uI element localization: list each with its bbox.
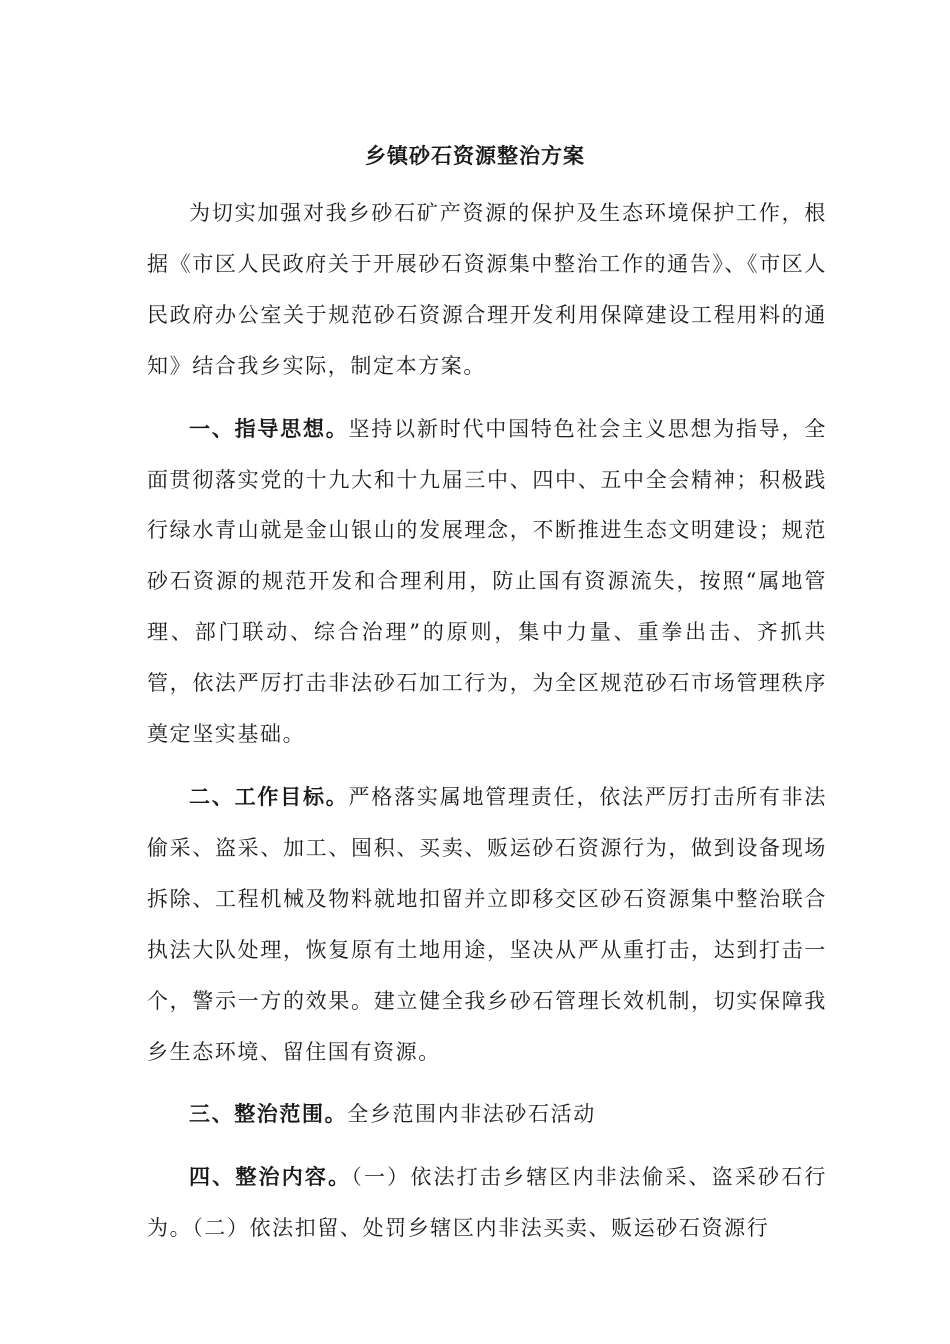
paragraph-work-goals bbox=[147, 772, 827, 1077]
paragraph-content bbox=[147, 1152, 827, 1254]
paragraph-scope bbox=[147, 1089, 827, 1140]
paragraph-heading: 一、指导思想。 bbox=[189, 415, 349, 441]
paragraph-text: （一）依法打击乡辖区内非法偷采、盗采砂石行为。（二）依法扣留、处罚乡辖区内非法买卖、贩运砂石资源行 bbox=[147, 1165, 827, 1241]
document-body bbox=[147, 188, 827, 1266]
paragraph-text: 全乡范围内非法砂石活动 bbox=[347, 1102, 596, 1127]
paragraph-text: 为切实加强对我乡砂石矿产资源的保护及生态环境保护工作，根据《市区人民政府关于开展砂石资源集中整治工作的通告》、《市区人民政府办公室关于规范砂石资源合理开发利用保障建设工程用料的通知》结合我乡实际，制定本方案。 bbox=[147, 201, 827, 378]
document-title: 乡镇砂石资源整治方案 bbox=[365, 143, 585, 168]
paragraph-heading: 二、工作目标。 bbox=[189, 783, 349, 809]
paragraph-intro bbox=[147, 188, 827, 392]
paragraph-guiding-ideology bbox=[147, 404, 827, 760]
paragraph-heading: 四、整治内容。 bbox=[189, 1164, 352, 1190]
paragraph-text: 坚持以新时代中国特色社会主义思想为指导，全面贯彻落实党的十九大和十九届三中、四中、五中全会精神；积极践行绿水青山就是金山银山的发展理念，不断推进生态文明建设；规范砂石资源的规范开发和合理利用，防止国有资源流失，按照“属地管理、部门联动、综合治理”的原则，集中力量、重拳出击、齐抓共管，依法严厉打击非法砂石加工行为，为全区规范砂石市场管理秩序奠定坚实基础。 bbox=[147, 416, 827, 747]
paragraph-text: 严格落实属地管理责任，依法严厉打击所有非法偷采、盗采、加工、囤积、买卖、贩运砂石资源行为，做到设备现场拆除、工程机械及物料就地扣留并立即移交区砂石资源集中整治联合执法大队处理，恢复原有土地用途，坚决从严从重打击，达到打击一个，警示一方的效果。建立健全我乡砂石管理长效机制，切实保障我乡生态环境、留住国有资源。 bbox=[147, 784, 827, 1064]
paragraph-heading: 三、整治范围。 bbox=[189, 1101, 348, 1127]
